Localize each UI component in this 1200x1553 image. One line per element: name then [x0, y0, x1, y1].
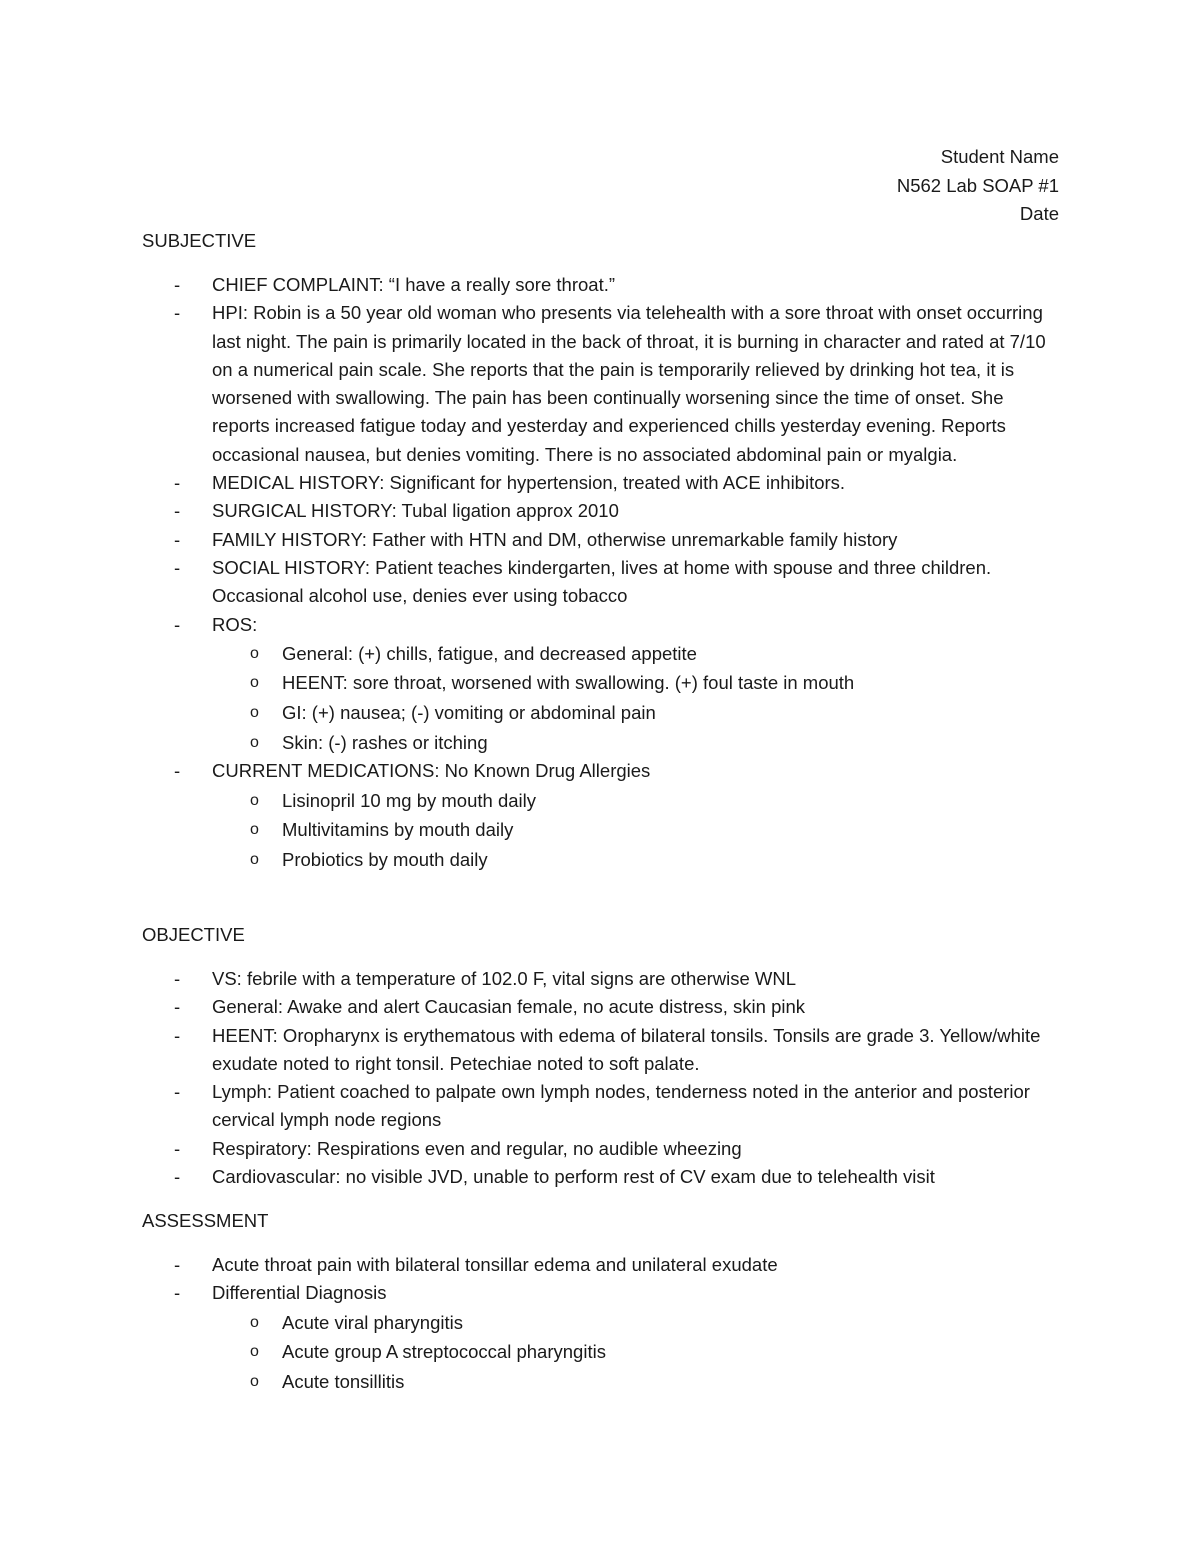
objective-item-text: VS: febrile with a temperature of 102.0 F, vital signs are otherwise WNL [212, 968, 797, 989]
dash-bullet: - [174, 472, 181, 494]
subjective-item [142, 526, 1062, 554]
assessment-item-text: Differential Diagnosis [212, 1282, 387, 1304]
subjective-subitem [142, 668, 1062, 698]
subjective-item [142, 469, 1062, 497]
subjective-list [142, 271, 1062, 874]
dash-bullet: - [174, 274, 181, 295]
circle-bullet: o [250, 1313, 259, 1331]
dash-bullet: - [174, 613, 181, 635]
subjective-item [142, 271, 1062, 299]
dash-bullet: - [174, 302, 181, 324]
assessment-subitem-text: Acute viral pharyngitis [282, 1311, 463, 1333]
circle-bullet: o [250, 850, 259, 868]
circle-bullet: o [250, 791, 259, 809]
subjective-item-text: SURGICAL HISTORY: Tubal ligation approx 2010 [212, 500, 619, 522]
subjective-subitem-text: Lisinopril 10 mg by mouth daily [282, 789, 536, 811]
subjective-item [142, 611, 1062, 758]
assessment-subitem-text: Acute tonsillitis [282, 1370, 405, 1392]
objective-item [142, 965, 1062, 993]
subjective-heading: SUBJECTIVE [142, 230, 257, 251]
dash-bullet: - [174, 1137, 181, 1159]
circle-bullet: o [250, 644, 259, 662]
assessment-item [142, 1251, 1062, 1279]
objective-item [142, 1022, 1062, 1079]
objective-item-text: Cardiovascular: no visible JVD, unable to perform rest of CV exam due to telehealth visit [212, 1166, 935, 1188]
dash-bullet: - [174, 1166, 181, 1188]
subjective-subitem [142, 786, 1062, 816]
assessment-subitem [142, 1308, 1062, 1338]
subjective-subitem [142, 698, 1062, 728]
assessment-item [142, 1279, 1062, 1396]
subjective-subitem [142, 815, 1062, 845]
date-label: Date [1019, 203, 1059, 224]
subjective-subitem [142, 845, 1062, 875]
assessment-subitem [142, 1367, 1062, 1397]
assessment-item-text: Acute throat pain with bilateral tonsillar edema and unilateral exudate [212, 1254, 778, 1275]
dash-bullet: - [174, 556, 181, 578]
subjective-item [142, 299, 1062, 469]
objective-item-text: HEENT: Oropharynx is erythematous with edema of bilateral tonsils. Tonsils are grade 3. Yellow/white exudate noted to right tonsil. Petechiae noted to soft palate. [212, 1024, 1041, 1074]
assessment-list [142, 1251, 1062, 1396]
subjective-sublist [212, 639, 1062, 757]
objective-item [142, 1135, 1062, 1163]
subjective-subitem-text: General: (+) chills, fatigue, and decreased appetite [282, 642, 697, 664]
subjective-item-text: MEDICAL HISTORY: Significant for hypertension, treated with ACE inhibitors. [212, 472, 846, 494]
subjective-subitem-text: GI: (+) nausea; (-) vomiting or abdominal pain [282, 702, 656, 724]
subjective-subitem-text: Skin: (-) rashes or itching [282, 731, 488, 753]
subjective-item-text: HPI: Robin is a 50 year old woman who presents via telehealth with a sore throat with onset occurring last night. The pain is primarily located in the back of throat, it is burning in character and rated at 7/10 on a numerical pain scale. She reports that the pain is temporarily relieved by drinking hot tea, it is worsened with swallowing. The pain has been continually worsening since the time of onset. She reports increased fatigue today and yesterday and experienced chills yesterday evening. Reports occasional nausea, but denies vomiting. There is no associated abdominal pain or myalgia. [212, 302, 1046, 465]
circle-bullet: o [250, 1343, 259, 1361]
objective-list [142, 965, 1062, 1191]
dash-bullet: - [174, 500, 181, 522]
course-title: N562 Lab SOAP #1 [896, 174, 1059, 196]
dash-bullet: - [174, 1254, 181, 1275]
assessment-subitem [142, 1337, 1062, 1367]
circle-bullet: o [250, 674, 259, 692]
subjective-item-text: CHIEF COMPLAINT: “I have a really sore throat.” [212, 274, 616, 295]
subjective-subitem-text: HEENT: sore throat, worsened with swallowing. (+) foul taste in mouth [282, 672, 855, 694]
objective-item [142, 1078, 1062, 1135]
document-header [897, 143, 1059, 229]
objective-heading: OBJECTIVE [142, 924, 245, 945]
circle-bullet: o [250, 821, 259, 839]
circle-bullet: o [250, 733, 259, 751]
subjective-item [142, 497, 1062, 525]
student-name: Student Name [940, 146, 1059, 167]
circle-bullet: o [250, 1372, 259, 1390]
subjective-item-text: ROS: [212, 613, 258, 635]
subjective-item-text: FAMILY HISTORY: Father with HTN and DM, otherwise unremarkable family history [212, 528, 898, 550]
objective-item-text: Lymph: Patient coached to palpate own lymph nodes, tenderness noted in the anterior and posterior cervical lymph node regions [212, 1081, 1030, 1131]
subjective-subitem-text: Probiotics by mouth daily [282, 848, 488, 870]
subjective-subitem [142, 728, 1062, 758]
subjective-item [142, 554, 1062, 611]
dash-bullet: - [174, 1081, 181, 1103]
subjective-item [142, 757, 1062, 874]
assessment-sublist [212, 1308, 1062, 1397]
subjective-subitem-text: Multivitamins by mouth daily [282, 819, 514, 841]
dash-bullet: - [174, 528, 181, 550]
dash-bullet: - [174, 996, 181, 1018]
objective-item [142, 1163, 1062, 1191]
subjective-subitem [142, 639, 1062, 669]
dash-bullet: - [174, 760, 181, 782]
subjective-sublist [212, 786, 1062, 875]
assessment-heading: ASSESSMENT [142, 1210, 269, 1231]
subjective-item-text: SOCIAL HISTORY: Patient teaches kindergarten, lives at home with spouse and three children. Occasional alcohol use, denies ever using tobacco [212, 556, 992, 607]
objective-item-text: General: Awake and alert Caucasian female, no acute distress, skin pink [212, 996, 806, 1018]
dash-bullet: - [174, 1282, 181, 1304]
circle-bullet: o [250, 704, 259, 722]
objective-item [142, 993, 1062, 1021]
dash-bullet: - [174, 1024, 181, 1046]
dash-bullet: - [174, 968, 181, 989]
subjective-item-text: CURRENT MEDICATIONS: No Known Drug Allergies [212, 760, 651, 782]
objective-item-text: Respiratory: Respirations even and regular, no audible wheezing [212, 1137, 742, 1159]
assessment-subitem-text: Acute group A streptococcal pharyngitis [282, 1341, 606, 1363]
